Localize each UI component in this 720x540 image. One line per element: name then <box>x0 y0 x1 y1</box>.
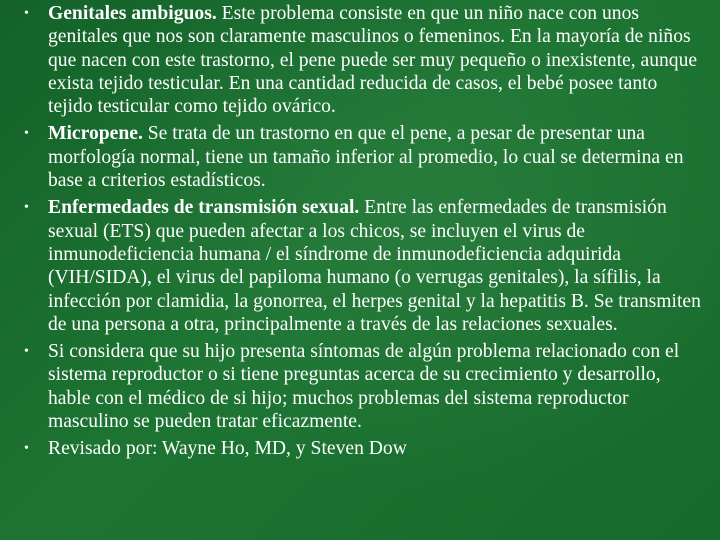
bullet-icon: • <box>24 126 29 142</box>
bullet-term: Genitales ambiguos. <box>48 3 217 24</box>
bullet-term: Enfermedades de transmisión sexual. <box>48 197 360 219</box>
bullet-text: Si considera que su hijo presenta síntomas de algún problema relacionado con el sistema reproductor o si tiene preguntas acerca de su crecimiento y desarrollo, hable con el médico de si hijo; muchos problemas del sistema reproductor masculino se pueden tratar eficazmente. <box>48 341 680 433</box>
bullet-icon: • <box>24 344 29 360</box>
bullet-item-ets <box>20 196 706 336</box>
bullet-item-micropene <box>20 122 706 192</box>
bullet-term: Micropene. <box>48 123 143 145</box>
bullet-text: Este problema consiste en que un niño nace con unos genitales que nos son claramente masculinos o femeninos. En la mayoría de niños que nacen con este trastorno, el pene puede ser muy pequeño o inexistente, aunque exista tejido testicular. En una cantidad reducida de casos, el bebé posee tanto tejido testicular como tejido ovárico. <box>48 3 698 118</box>
bullet-icon: • <box>24 6 29 21</box>
bullet-text: Se trata de un trastorno en que el pene, a pesar de presentar una morfología normal, tiene un tamaño inferior al promedio, lo cual se determina en base a criterios estadísticos. <box>48 123 684 192</box>
bullet-item-genitales-ambiguos <box>20 2 706 118</box>
bullet-icon: • <box>24 441 29 457</box>
bullet-item-consulta-medico <box>20 340 706 433</box>
bullet-icon: • <box>24 200 29 216</box>
bullet-list <box>20 2 706 461</box>
bullet-text: Entre las enfermedades de transmisión sexual (ETS) que pueden afectar a los chicos, se incluyen el virus de inmunodeficiencia humana / el síndrome de inmunodeficiencia adquirida (VIH/SIDA), el virus del papiloma humano (o verrugas genitales), la sífilis, la infección por clamidia, la gonorrea, el herpes genital y la hepatitis B. Se transmiten de una persona a otra, principalmente a través de las relaciones sexuales. <box>48 197 701 335</box>
bullet-item-revisado-por <box>20 437 706 460</box>
bullet-text: Revisado por: Wayne Ho, MD, y Steven Dow <box>48 438 407 460</box>
